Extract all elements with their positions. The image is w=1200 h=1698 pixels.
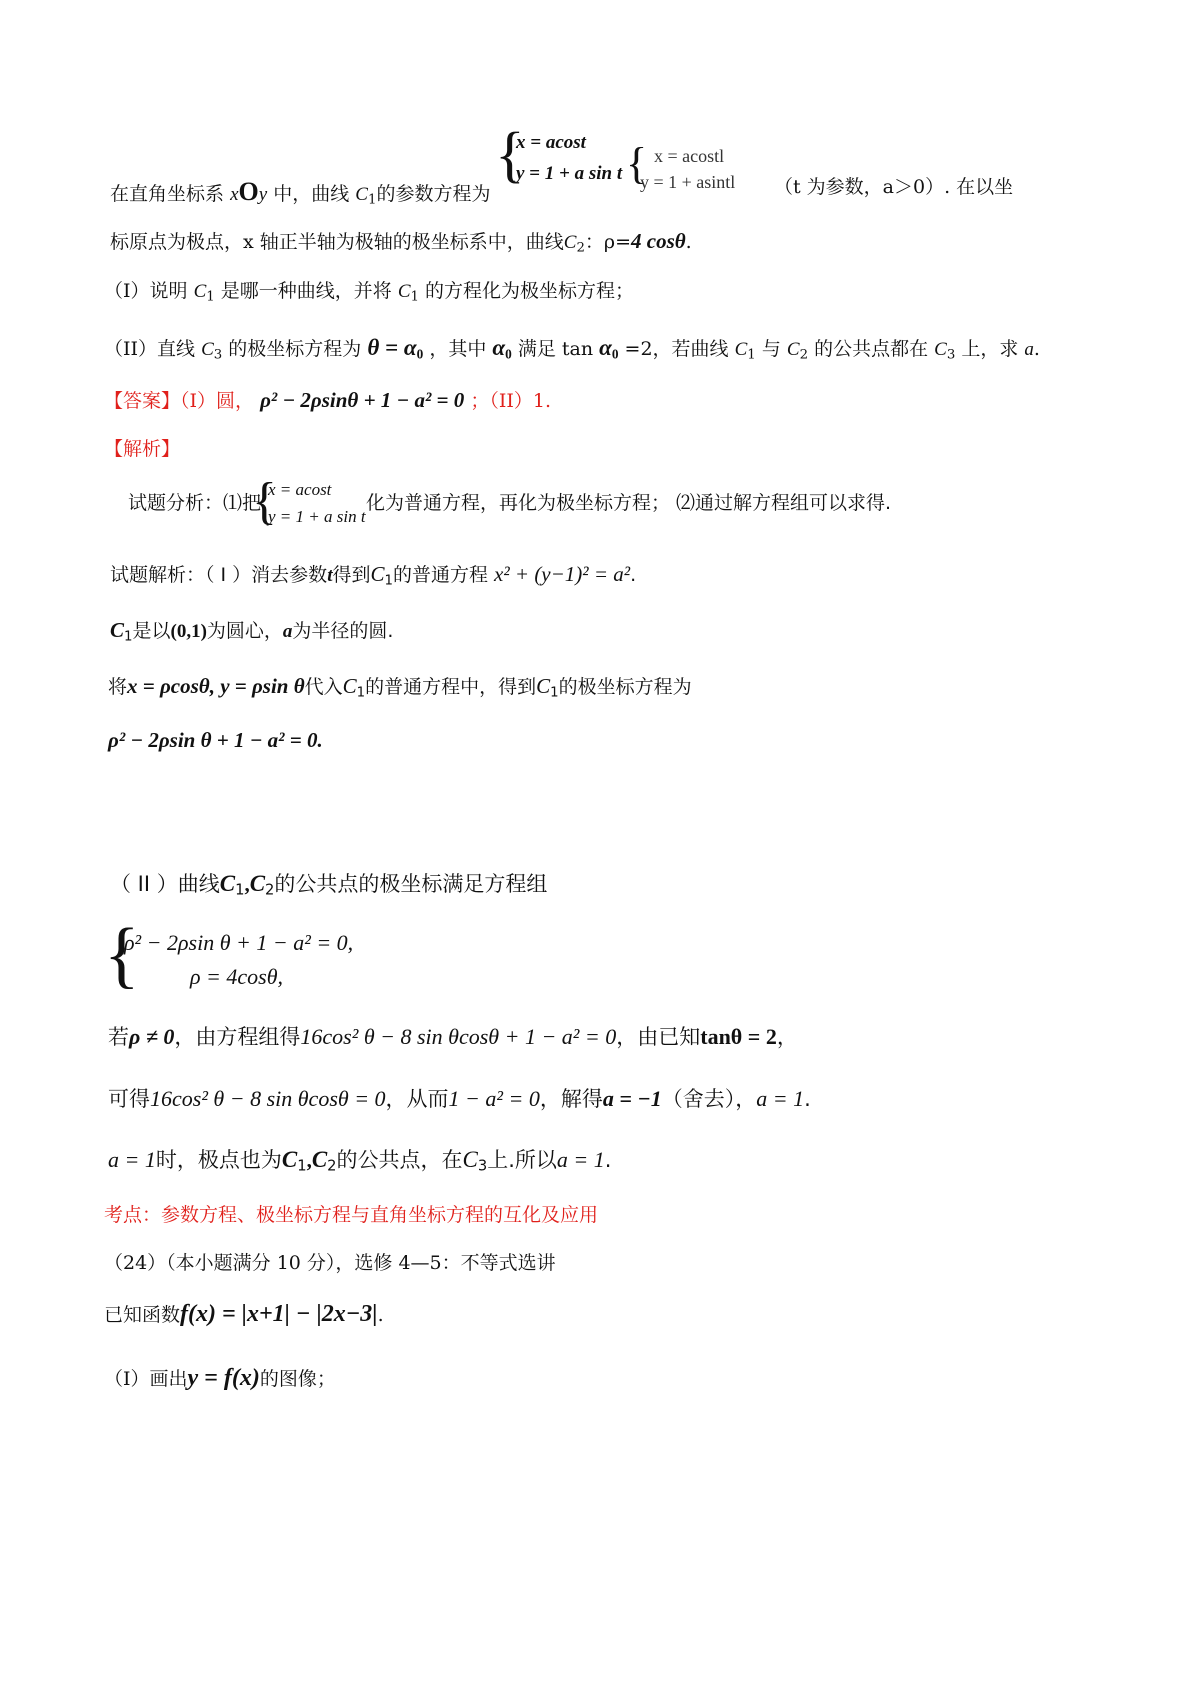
analysis-tag: 【解析】 (104, 438, 181, 460)
part2-line5: a = 1时，极点也为$C_1,C_2$的公共点，在$C_3$上.所以a = 1. (108, 1147, 612, 1175)
part2-system-row1: ρ² − 2ρsin θ + 1 − a² = 0, (124, 930, 354, 955)
part2-system-row2: ρ = 4cosθ, (190, 964, 284, 989)
solution-line2: $C_1$是以(0,1)为圆心，a为半径的圆. (110, 618, 394, 645)
answer-equation: ρ² − 2ρsinθ + 1 − a² = 0 (260, 388, 465, 412)
solution-line4: ρ² − 2ρsin θ + 1 − a² = 0. (108, 728, 323, 752)
answer-tag: 【答案】 (104, 390, 181, 412)
kaodian: 考点：参数方程、极坐标方程与直角坐标方程的互化及应用 (104, 1204, 599, 1226)
param-system-row1: x = acost (516, 132, 586, 153)
solution-line3: 将x = ρcosθ, y = ρsin θ代入$C_1$的普通方程中，得到$C_1$的极坐标方程为 (108, 674, 692, 701)
problem23-line1-end: （t 为参数，a＞0）. 在以坐 (774, 176, 1014, 198)
problem24-line1: 已知函数f(x) = |x+1| − |2x−3|. (104, 1301, 384, 1327)
part2-system-brace: { (104, 914, 140, 996)
problem23-question2: （II）直线 $C_3$ 的极坐标方程为 $\theta = \alpha_0$ ，其中 $\alpha_0$ 满足 $\tan \alpha_0 =2$，若曲线 $C_1$ 与 $C_2$ 的公共点都在 $C_3$ 上，求 a. (104, 335, 1040, 363)
part2-line4: 可得16cos² θ − 8 sin θcosθ = 0，从而1 − a² = 0，解得a = −1（舍去），a = 1. (108, 1086, 811, 1111)
part2-line1: （ II ）曲线$C_1,C_2$的公共点的极坐标满足方程组 (110, 871, 548, 899)
param-system-row2: y = 1 + a sin t (516, 163, 623, 184)
analysis-tail: 化为普通方程，再化为极坐标方程； ⑵通过解方程组可以求得. (366, 492, 892, 514)
solution-line1: 试题解析：（ I ）消去参数t得到$C_1$的普通方程 x² + (y−1)² = a². (110, 562, 637, 589)
problem24-line2: （I）画出y = f(x)的图像； (104, 1365, 336, 1391)
param-system-brace: { (495, 121, 525, 189)
analysis-lead: 试题分析：⑴把 (128, 492, 262, 514)
param-system2-brace: { (626, 139, 648, 188)
problem23-line2: 标原点为极点，x 轴正半轴为极轴的极坐标系中，曲线$C_2$：ρ=4 cosθ. (110, 229, 692, 256)
param-system2-row2: y = 1 + asintl (640, 172, 736, 192)
answer-line: 【答案】（I）圆， ρ² − 2ρsinθ + 1 − a² = 0 ；（II）1. (104, 388, 551, 412)
problem24-header: （24）（本小题满分 10 分），选修 4—5：不等式选讲 (104, 1252, 556, 1274)
problem23-question1: （I）说明 $C_1$ 是哪一种曲线，并将 $C_1$ 的方程化为极坐标方程； (104, 280, 635, 305)
analysis-system-brace: { (252, 473, 277, 530)
analysis-system-row2: y = 1 + a sin t (268, 507, 366, 526)
part2-line3: 若ρ ≠ 0，由方程组得16cos² θ − 8 sin θcosθ + 1 − a² = 0，由已知tanθ = 2， (108, 1024, 798, 1049)
analysis-system-row1: x = acost (268, 480, 332, 499)
param-system2-row1: x = acostl (654, 146, 725, 166)
problem23-line1: 在直角坐标系 xOy 中，曲线 $C_1$的参数方程为 (110, 177, 491, 208)
